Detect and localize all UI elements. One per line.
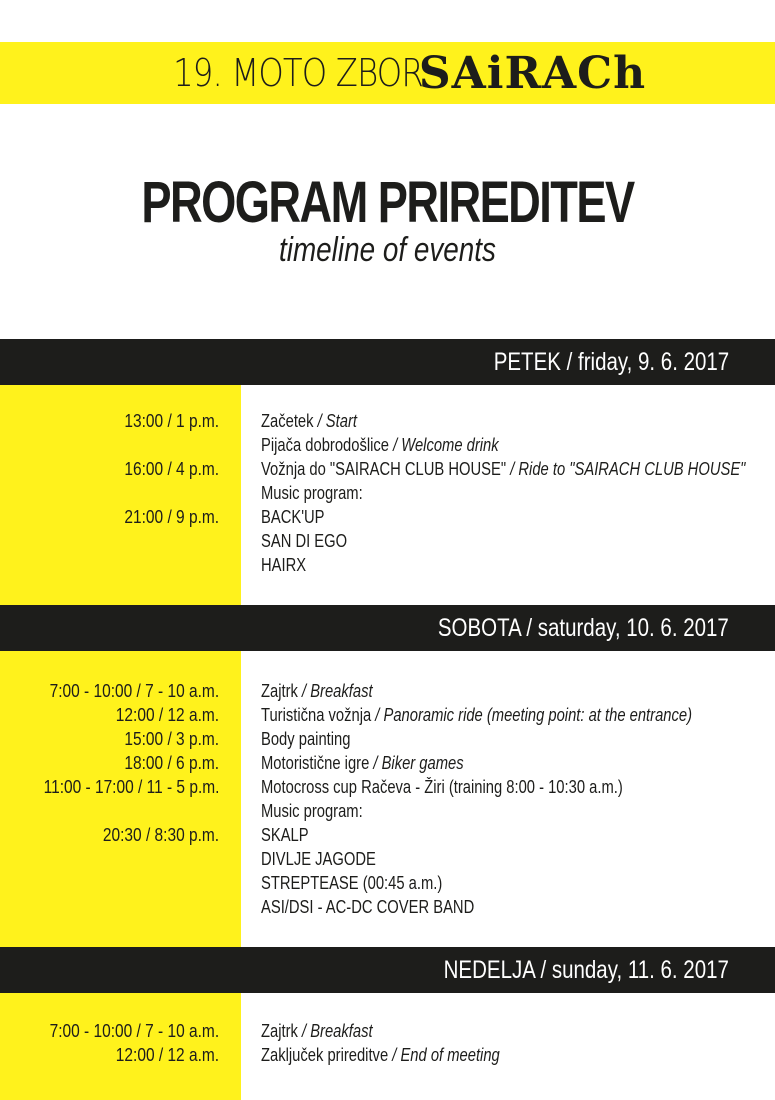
event-time: 12:00 / 12 a.m. [115,1045,219,1065]
event-text [261,871,442,895]
event-name: Motocross cup Račeva - Žiri [261,777,445,797]
day-heading-label: PETEK / friday, 9. 6. 2017 [493,347,729,376]
schedule-row [0,847,775,871]
event-text [261,751,464,775]
event-text: ASI/DSI - AC-DC COVER BAND [261,897,475,917]
schedule-row [0,1043,775,1067]
page-subtitle: timeline of events [279,231,496,269]
event-text [261,775,623,799]
schedule-row [0,703,775,727]
day-heading-sunday [0,947,775,993]
schedule-row [0,1019,775,1043]
event-time: 20:30 / 8:30 p.m. [102,825,219,845]
event-note: (training 8:00 - 10:30 a.m.) [444,777,623,797]
event-name: Turistična vožnja [261,705,372,725]
event-text [261,679,373,703]
event-text [261,433,499,457]
event-name-en: / Breakfast [297,681,373,701]
header-banner [0,42,775,104]
event-time: 11:00 - 17:00 / 11 - 5 p.m. [43,777,219,797]
event-time: 7:00 - 10:00 / 7 - 10 a.m. [49,1021,219,1041]
event-name: Zaključek prireditve [261,1045,389,1065]
event-name-en: / Start [313,411,357,431]
event-time: 15:00 / 3 p.m. [124,729,219,749]
event-text: HAIRX [261,555,307,575]
event-time: 18:00 / 6 p.m. [124,753,219,773]
day-section-sunday [0,993,775,1100]
event-text: BACK'UP [261,507,325,527]
event-name: STREPTEASE [261,873,359,893]
day-heading-label: SOBOTA / saturday, 10. 6. 2017 [438,613,729,642]
schedule-row [0,529,775,553]
day-heading-label: NEDELJA / sunday, 11. 6. 2017 [443,955,729,984]
event-text: Body painting [261,729,351,749]
schedule-row [0,433,775,457]
event-name-en: / Welcome drink [388,435,499,455]
event-text [261,1043,500,1067]
event-text [261,409,357,433]
schedule-row [0,679,775,703]
schedule-row [0,727,775,751]
event-time: 16:00 / 4 p.m. [124,459,219,479]
event-text: Music program: [261,801,363,821]
event-note: (00:45 a.m.) [358,873,443,893]
event-time: 21:00 / 9 p.m. [124,507,219,527]
event-name: Začetek [261,411,314,431]
day-heading-saturday [0,605,775,651]
schedule-row [0,481,775,505]
event-name: Zajtrk [261,1021,298,1041]
schedule-row [0,871,775,895]
event-name: Vožnja do "SAIRACH CLUB HOUSE" [261,459,507,479]
event-time: 13:00 / 1 p.m. [124,411,219,431]
schedule-row [0,553,775,577]
day-heading-friday [0,339,775,385]
page-title: PROGRAM PRIREDITEV [141,170,634,235]
event-text [261,703,692,727]
event-name: Zajtrk [261,681,298,701]
event-name: Pijača dobrodošlice [261,435,389,455]
schedule-row [0,751,775,775]
event-name-en: / Breakfast [297,1021,373,1041]
event-text [261,1019,373,1043]
schedule-row [0,505,775,529]
event-text: SAN DI EGO [261,531,348,551]
event-name-en: / Biker games [369,753,464,773]
day-section-friday [0,385,775,605]
event-text: DIVLJE JAGODE [261,849,376,869]
schedule-row [0,409,775,433]
event-text [261,457,745,481]
event-name-en: / Panoramic ride (meeting point: at the entrance) [371,705,692,725]
event-text: Music program: [261,483,363,503]
schedule-row [0,895,775,919]
schedule-row [0,457,775,481]
schedule-row [0,775,775,799]
event-time: 12:00 / 12 a.m. [115,705,219,725]
brand-logo: SAiRACh [418,47,647,99]
schedule-row [0,823,775,847]
event-time: 7:00 - 10:00 / 7 - 10 a.m. [49,681,219,701]
event-name-en: / Ride to "SAIRACH CLUB HOUSE" [506,459,746,479]
event-name-en: / End of meeting [388,1045,500,1065]
event-text: SKALP [261,825,309,845]
event-name: Motoristične igre [261,753,370,773]
day-section-saturday [0,651,775,947]
schedule-row [0,799,775,823]
edition-label: 19. MOTO ZBOR [172,51,423,95]
